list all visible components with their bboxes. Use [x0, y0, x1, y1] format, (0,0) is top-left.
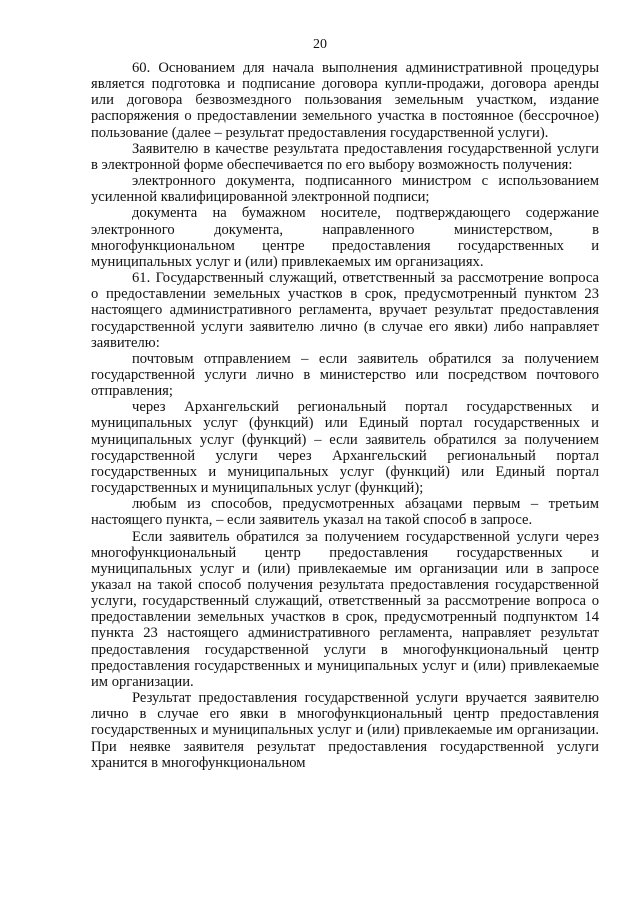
paragraph-mfc-delivery: Результат предоставления государственной услуги вручается заявителю лично в случае его явки в многофункциональный центр предоставления государственных и муниципальных услуг и (или) привлекаемые им организации. При неявке заявителя результат предоставления государственной услуги хранится в многофункциональном [91, 690, 599, 771]
paragraph-60-basis: 60. Основанием для начала выполнения административной процедуры является подготовка и подписание договора купли-продажи, договора аренды или договора безвозмездного пользования земельным участком, издание распоряжения о предоставлении земельного участка в постоянное (бессрочное) пользование (далее – результат предоставления государственной услуги). [91, 60, 599, 141]
document-body [91, 60, 599, 771]
paragraph-portal: через Архангельский региональный портал государственных и муниципальных услуг (функций) или Единый портал государственных и муниципальных услуг (функций) – если заявитель обратился за получением государственной услуги через Архангельский региональный портал государственных и муниципальных услуг (функций) или Единый портал государственных и муниципальных услуг (функций); [91, 399, 599, 497]
paragraph-any-method: любым из способов, предусмотренных абзацами первым – третьим настоящего пункта, – если заявитель указал на такой способ в запросе. [91, 496, 599, 529]
paragraph-mfc-request: Если заявитель обратился за получением государственной услуги через многофункциональный центр предоставления государственных и муниципальных услуг и (или) привлекаемые им организации или в запросе указал на такой способ получения результата предоставления государственной услуги, государственный служащий, ответственный за рассмотрение вопроса о предоставлении земельных участков в срок, предусмотренный подпунктом 14 пункта 23 настоящего административного регламента, направляет результат предоставления государственной услуги в многофункциональный центр предоставления государственных и муниципальных услуг и (или) привлекаемые им организации. [91, 528, 599, 690]
paragraph-electronic-document: электронного документа, подписанного министром с использованием усиленной квалифицированной электронной подписи; [91, 173, 599, 206]
paragraph-electronic-result: Заявителю в качестве результата предоставления государственной услуги в электронной форме обеспечивается по его выбору возможность получения: [91, 140, 599, 173]
paragraph-postal: почтовым отправлением – если заявитель обратился за получением государственной услуги лично в министерство или посредством почтового отправления; [91, 350, 599, 400]
page-number: 20 [313, 37, 327, 52]
paragraph-paper-document: документа на бумажном носителе, подтверждающего содержание электронного документа, направленного министерством, в многофункциональном центре предоставления государственных и муниципальных услуг и (или) привлекаемых им организациях. [91, 205, 599, 270]
paragraph-61-delivery: 61. Государственный служащий, ответственный за рассмотрение вопроса о предоставлении земельных участков в срок, предусмотренный пунктом 23 настоящего административного регламента, вручает результат предоставления государственной услуги заявителю лично (в случае его явки) либо направляет заявителю: [91, 270, 599, 351]
